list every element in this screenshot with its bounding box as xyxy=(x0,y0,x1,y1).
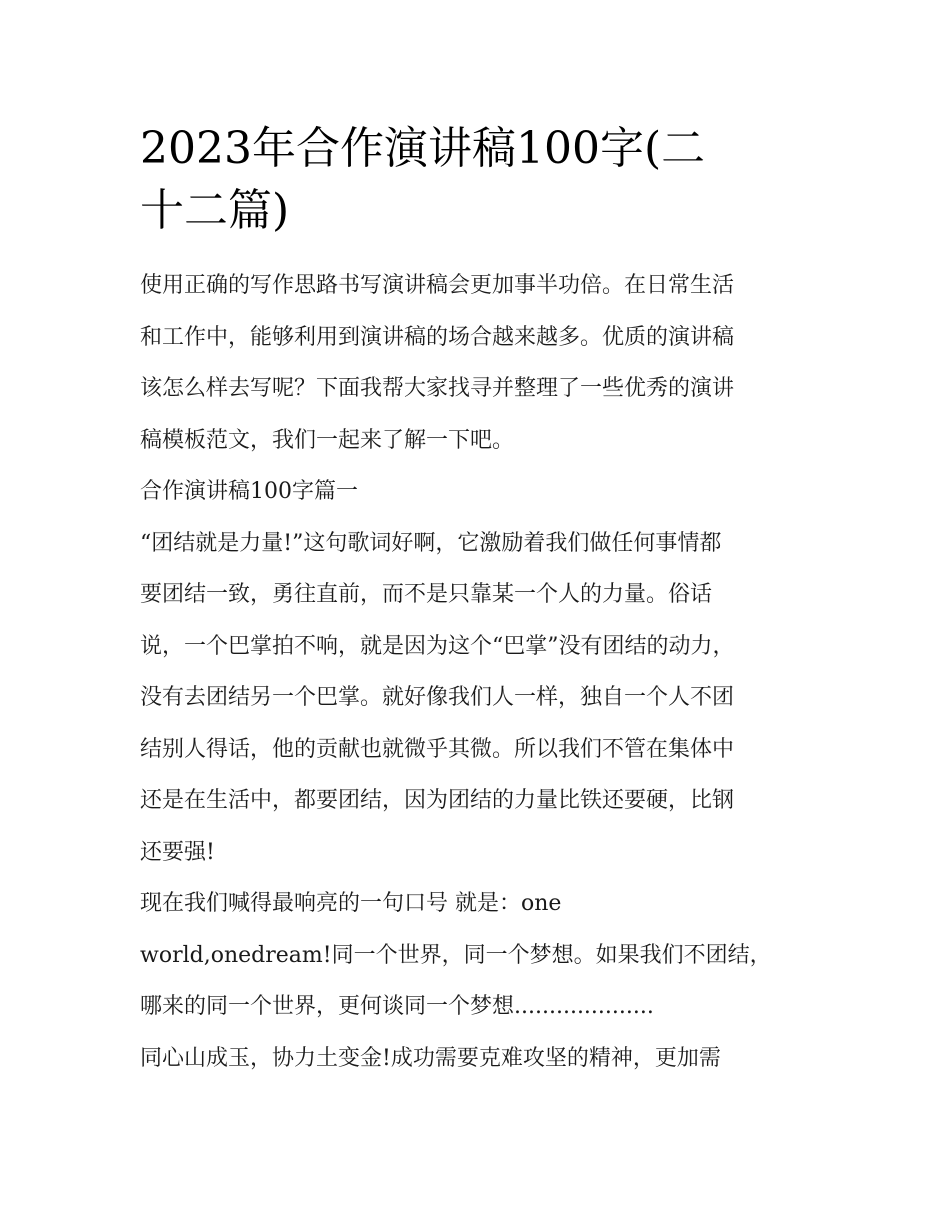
text-line: 结别人得话，他的贡献也就微乎其微。所以我们不管在集体中 xyxy=(140,736,735,762)
title-line: 十二篇) xyxy=(140,185,290,236)
document-body xyxy=(140,260,812,1084)
section-heading xyxy=(140,466,812,518)
text-line: “团结就是力量!”这句歌词好啊，它激励着我们做任何事情都 xyxy=(140,530,722,556)
title-line: 2023年合作演讲稿100字(二 xyxy=(140,123,706,174)
body-paragraph xyxy=(140,878,812,1033)
text-line: 合作演讲稿100字篇一 xyxy=(140,479,358,504)
text-line: 和工作中，能够利用到演讲稿的场合越来越多。优质的演讲稿 xyxy=(140,324,735,350)
text-line: 哪来的同一个世界，更何谈同一个梦想.................... xyxy=(140,994,654,1019)
intro-paragraph xyxy=(140,260,812,466)
text-line: 同心山成玉，协力土变金!成功需要克难攻坚的精神，更加需 xyxy=(140,1045,721,1071)
body-paragraph xyxy=(140,518,812,879)
text-line: 使用正确的写作思路书写演讲稿会更加事半功倍。在日常生活 xyxy=(140,273,735,298)
document-title xyxy=(140,118,812,242)
text-line: 说，一个巴掌拍不响，就是因为这个“巴掌”没有团结的动力， xyxy=(140,633,735,659)
body-paragraph xyxy=(140,1033,812,1085)
text-line: 还是在生活中，都要团结，因为团结的力量比铁还要硬，比钢 xyxy=(140,788,735,813)
text-line: 该怎么样去写呢？下面我帮大家找寻并整理了一些优秀的演讲 xyxy=(140,376,735,401)
text-line: 要团结一致，勇往直前，而不是只靠某一个人的力量。俗话 xyxy=(140,582,713,607)
document-content xyxy=(140,118,812,1084)
text-line: 稿模板范文，我们一起来了解一下吧。 xyxy=(140,427,515,453)
text-line: 没有去团结另一个巴掌。就好像我们人一样，独自一个人不团 xyxy=(140,685,735,710)
text-line: world,onedream!同一个世界，同一个梦想。如果我们不团结， xyxy=(140,942,772,968)
text-line: 还要强! xyxy=(140,839,215,865)
text-line: 现在我们喊得最响亮的一句口号 就是：one xyxy=(140,891,562,916)
